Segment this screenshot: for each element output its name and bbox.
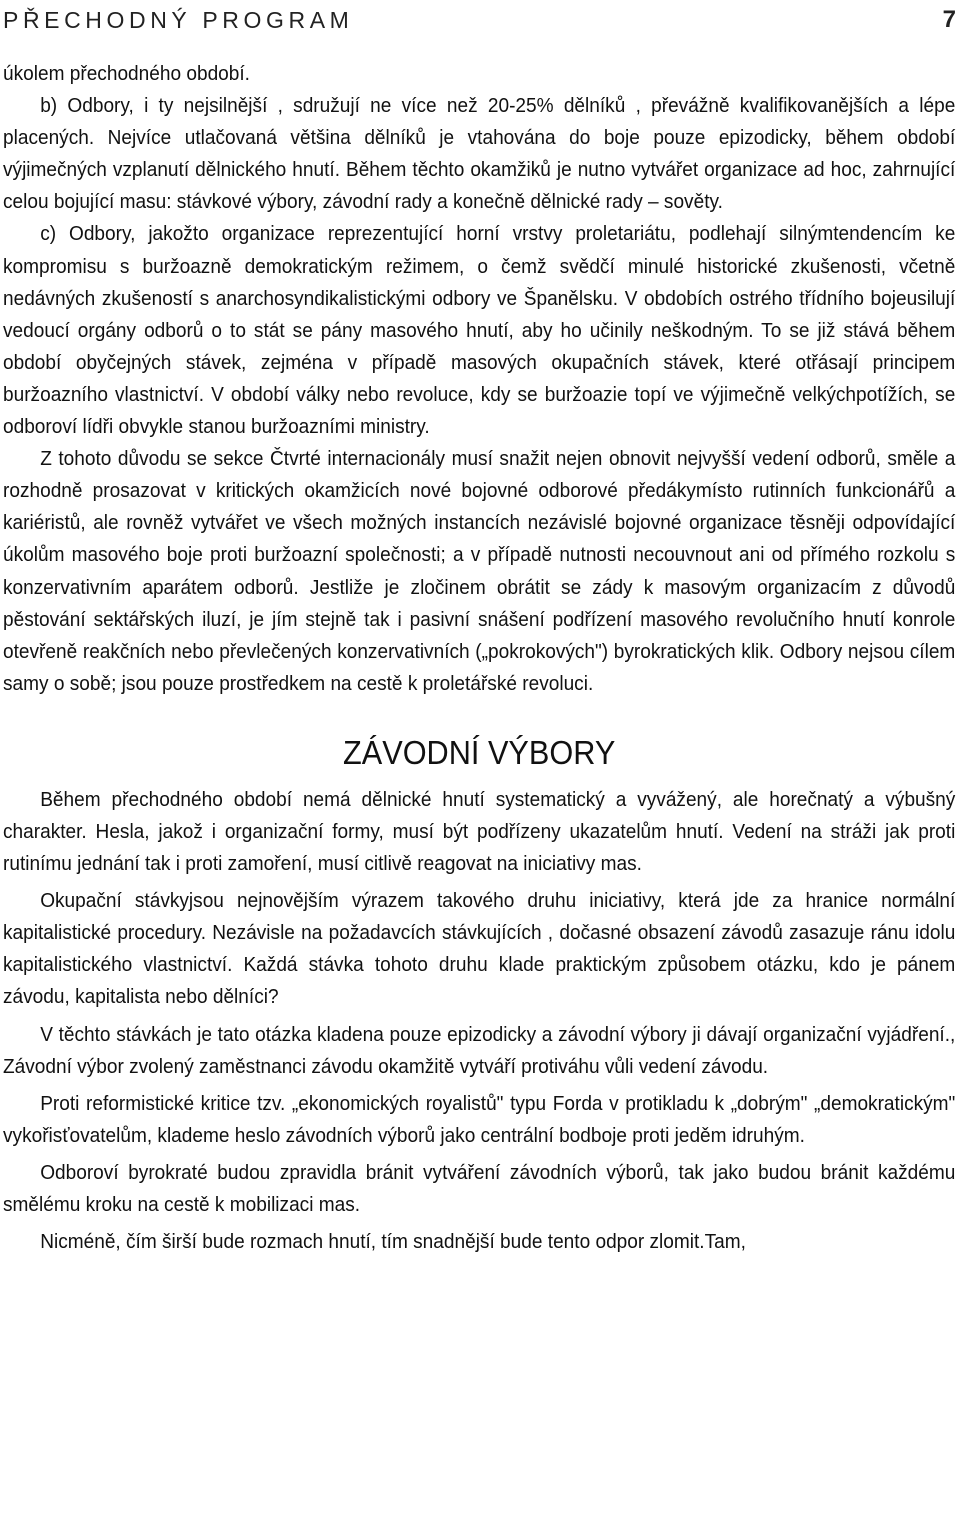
section-paragraph: V těchto stávkách je tato otázka kladena pouze epizodicky a závodní výbory ji dávají organizační vyjádření., Závodní výbor zvolený zaměstnanci závodu okamžitě vytváří protiváhu vůli vedení závodu. bbox=[3, 1022, 956, 1078]
page-header bbox=[3, 5, 956, 39]
section-paragraph: Odboroví byrokraté budou zpravidla bránit vytváření závodních výborů, tak jako budou bránit každému smělému kroku na cestě k mobilizaci mas. bbox=[3, 1160, 956, 1216]
section-paragraph: Okupační stávkyjsou nejnovějším výrazem takového druhu iniciativy, která jde za hranice normální kapitalistické procedury. Nezávisle na požadavcích stávkujících , dočasné obsazení závodů zasazuje ránu idolu kapitalistického vlastnictví. Každá stávka tohoto druhu klade praktickým způsobem otázku, kdo je pánem závodu, kapitalista nebo dělníci? bbox=[3, 889, 956, 1009]
section-heading: ZÁVODNÍ VÝBORY bbox=[343, 733, 616, 771]
paragraph-continuation: úkolem přechodného období. bbox=[3, 62, 250, 85]
paragraph-c: c) Odbory, jakožto organizace reprezentující horní vrstvy proletariátu, podlehají silnýmtendencím ke kompromisu s buržoazně demokratickým režimem, o čemž svědčí minulé historické zkušenosti, včetně nedávných zkušeností s anarchosyndikalistickými odbory ve Španělsku. V obdobích ostrého třídního bojeusilují vedoucí orgány odborů o to stát se pány masového hnutí, aby ho učinily neškodným. To se již stává během období obyčejných stávek, zejména v případě masových okupačních stávek, které otřásají principem buržoazního vlastnictví. V období války nebo revoluce, kdy se buržoazie topí ve výjimečně velkýchpotížích, se odboroví lídři obvykle stanou buržoazními ministry. bbox=[3, 222, 956, 439]
section-paragraph: Proti reformistické kritice tzv. „ekonomických royalistů" typu Forda v protikladu k „dobrým" „demokratickým" vykořisťovatelům, klademe heslo závodních výborů jako centrální bodboje proti jeděm idruhým. bbox=[3, 1091, 956, 1147]
section-paragraph: Během přechodného období nemá dělnické hnutí systematický a vyvážený, ale horečnatý a výbušný charakter. Hesla, jakož i organizační formy, musí být podřízeny ukazatelům hnutí. Vedení na stráži jak proti rutinímu jednání tak i proti zamoření, musí citlivě reagovat na iniciativy mas. bbox=[3, 787, 956, 876]
section-paragraph: Nicméně, čím širší bude rozmach hnutí, tím snadnější bude tento odpor zlomit.Tam, bbox=[40, 1230, 746, 1254]
page-number: 7 bbox=[942, 6, 956, 33]
document-body bbox=[3, 58, 955, 1258]
paragraph-fourth-international: Z tohoto důvodu se sekce Čtvrté internacionály musí snažit nejen obnovit nejvyšší vedení odborů, směle a rozhodně prosazovat v kritických okamžicích nové bojovné odborové předákymísto rutinních funkcionářů a kariéristů, ale rovněž vytvářet ve všech možných instancích nezávislé bojovné organizace těsněji odpovídající úkolům masového boje proti buržoazní společnosti; a v případě nutnosti necouvnout ani od přímého rozkolu s konzervativním aparátem odborů. Jestliže je zločinem obrátit se zády k masovým organizacím z důvodů pěstování sektářských iluzí, je jím stejně tak i pasivní snášení podřízení masového revolučního hnutí konrole otevřeně reakčních nebo převlečených konzervativních („pokrokových") byrokratických klik. Odbory nejsou cílem samy o sobě; jsou pouze prostředkem na cestě k proletářské revoluci. bbox=[3, 447, 956, 695]
paragraph-b: b) Odbory, i ty nejsilnější , sdružují ne více než 20-25% dělníků , převážně kvalifikovanějších a lépe placených. Nejvíce utlačovaná většina dělníků je vtahována do boje pouze epizodicky, během období výjimečných vzplanutí dělnického hnutí. Během těchto okamžiků je nutno vytvářet organizace ad hoc, zahrnující celou bojující masu: stávkové výbory, závodní rady a konečně dělnické rady – sověty. bbox=[3, 94, 956, 214]
running-title: PŘECHODNÝ PROGRAM bbox=[3, 7, 354, 33]
